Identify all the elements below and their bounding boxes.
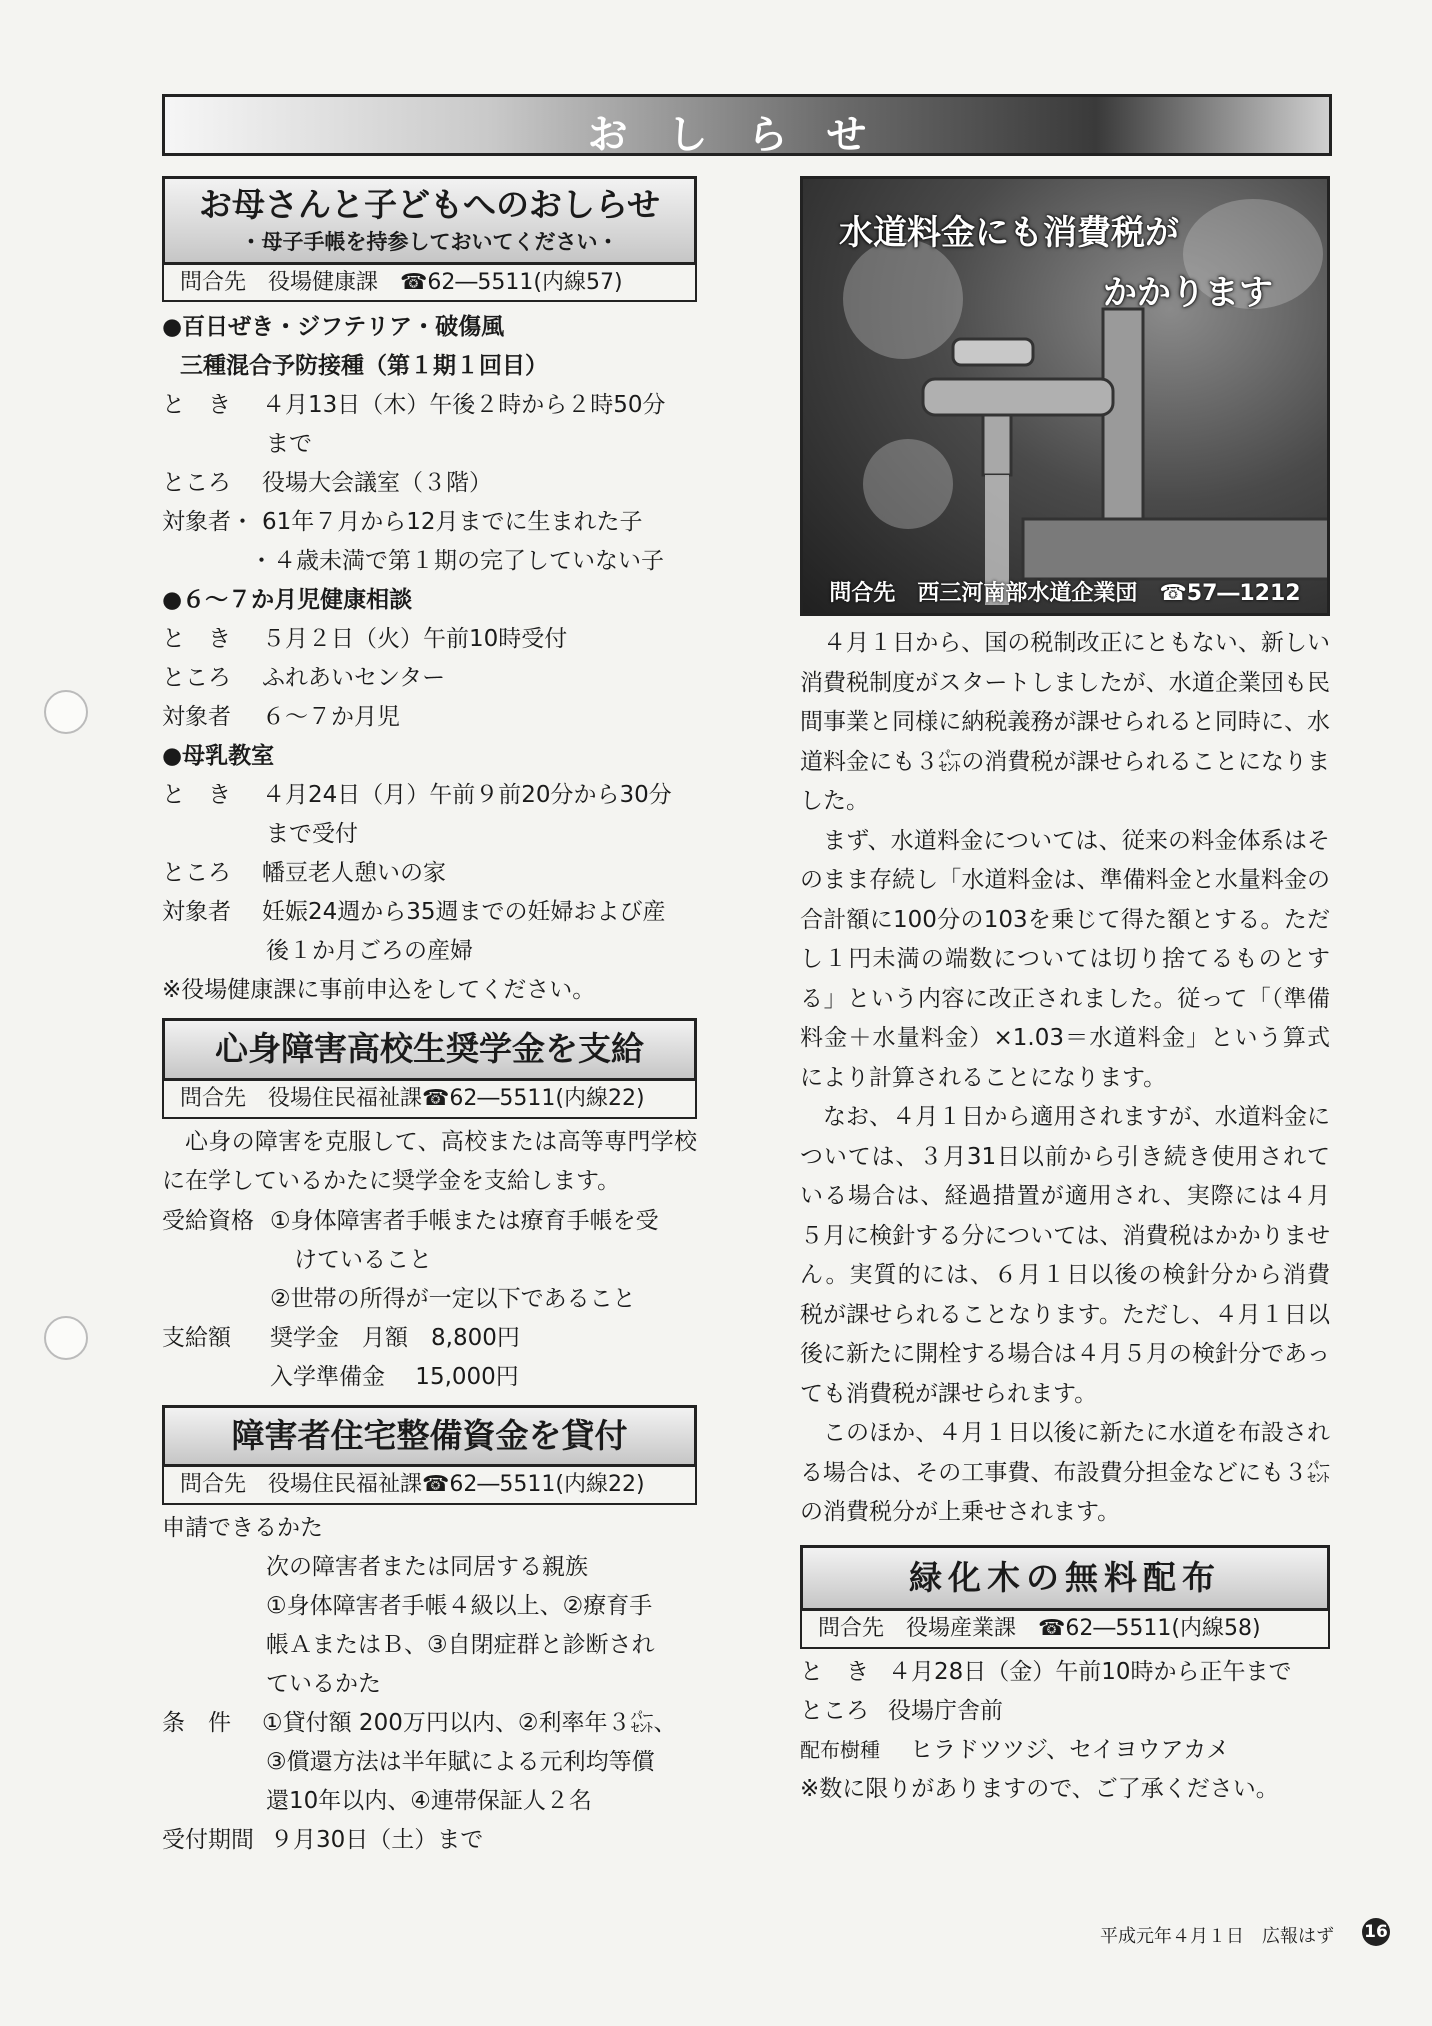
banner-title: おしらせ (587, 112, 907, 158)
photo-contact: 問合先 西三河南部水道企業団 ☎57―1212 (829, 581, 1301, 606)
value-shikaku-2: ②世帯の所得が一定以下であること (270, 1285, 636, 1312)
s5-title: 緑化木の無料配布 (909, 1557, 1221, 1597)
value-trees: ヒラドツツジ、セイヨウアカメ (910, 1736, 1230, 1763)
page-number: 16 (1362, 1918, 1390, 1946)
label-trees: 配布樹種 (800, 1737, 880, 1762)
s4-para-3: なお、４月１日から適用されますが、水道料金については、３月31日以前から引き続き使用されている場合は、経過措置が適用され、実際には４月５月に検針する分については、消費税はかかりません。実質的には、６月１日以後の検針分から消費税が課せられることなります。ただし、４月１日以後に新たに開栓する場合は４月５月の検針分であっても消費税が課せられます。 (800, 1104, 1330, 1407)
punch-hole-top (44, 690, 88, 734)
s3-contact: 問合先 役場住民福祉課☎62―5511(内線22) (162, 1467, 697, 1505)
label-taisho-2: 対象者 (162, 704, 231, 731)
s1-taisho-1 (162, 503, 697, 542)
value-cond-3: 還10年以内、④連帯保証人２名 (266, 1788, 592, 1815)
s5-header (800, 1545, 1330, 1612)
s3-cond-1 (162, 1704, 697, 1743)
value-toki-1b: まで (266, 431, 312, 458)
s5-contact: 問合先 役場産業課 ☎62―5511(内線58) (800, 1611, 1330, 1649)
s1-toki-1 (162, 386, 697, 425)
photo-title-2: かかります (1103, 273, 1273, 313)
value-tokoro-3: 幡豆老人憩いの家 (262, 860, 446, 887)
s1-bullet-1b: 三種混合予防接種（第１期１回目） (180, 353, 548, 380)
s1-contact: 問合先 役場健康課 ☎62―5511(内線57) (162, 265, 697, 303)
s1-header (162, 176, 697, 265)
label-toki: と き (162, 392, 231, 419)
s5-note: ※数に限りがありますので、ご了承ください。 (800, 1775, 1279, 1802)
s3-apply-3: 帳ＡまたはＢ、③自閉症群と診断され (266, 1632, 655, 1659)
value-toki-3b: まで受付 (266, 821, 358, 848)
s1-note: ※役場健康課に事前申込をしてください。 (162, 977, 596, 1004)
s2-header (162, 1018, 697, 1081)
s2-gaku-1 (162, 1319, 697, 1358)
value-shikaku-1: ①身体障害者手帳または療育手帳を受 (270, 1207, 659, 1234)
value-taisho-3a: 妊娠24週から35週までの妊婦および産 (262, 899, 666, 926)
s1-toki-2 (162, 620, 697, 659)
s1-bullet-3: ●母乳教室 (162, 743, 275, 770)
s2-intro: 心身の障害を克服して、高校または高等専門学校に在学しているかたに奨学金を支給します。 (162, 1128, 697, 1195)
s3-period (162, 1821, 697, 1860)
label-shikaku: 受給資格 (162, 1207, 254, 1234)
s3-title: 障害者住宅整備資金を貸付 (231, 1415, 628, 1455)
value-gaku-1: 奨学金 月額 8,800円 (270, 1324, 520, 1351)
value-toki-1: ４月13日（木）午後２時から２時50分 (262, 392, 666, 419)
value-gaku-2: 入学準備金 15,000円 (270, 1363, 519, 1390)
s3-apply-label: 申請できるかた (162, 1515, 323, 1542)
value-cond-1: ①貸付額 200万円以内、②利率年３㌫、 (262, 1710, 677, 1737)
value-taisho-2: ６～７か月児 (262, 704, 400, 731)
s4-para-2: まず、水道料金については、従来の料金体系はそのまま存続し「水道料金は、準備料金と水量料金の合計額に100分の103を乗じて得た額とする。ただし１円未満の端数については切り捨てるものとする」という内容に改正されました。従って「（準備料金＋水量料金）×1.03＝水道料金」という算式により計算されることになります。 (800, 827, 1330, 1091)
s4-para-4: このほか、４月１日以後に新たに水道を布設される場合は、その工事費、布設費分担金などにも３㌫の消費税分が上乗せされます。 (800, 1420, 1330, 1525)
s2-shikaku-1 (162, 1202, 697, 1241)
footer-text: 平成元年４月１日 広報はず (1100, 1926, 1334, 1947)
s1-taisho-2 (162, 698, 697, 737)
label-tokoro: ところ (162, 665, 231, 692)
value-cond-2: ③償還方法は半年賦による元利均等償 (266, 1749, 655, 1776)
s1-tokoro-3 (162, 854, 697, 893)
s3-apply-2: ①身体障害者手帳４級以上、②療育手 (266, 1593, 653, 1620)
s1-title: お母さんと子どもへのおしらせ (198, 185, 660, 224)
s1-bullet-1a: ●百日ぜき・ジフテリア・破傷風 (162, 314, 505, 341)
photo-title-1: 水道料金にも消費税が (839, 213, 1179, 253)
s3-header (162, 1405, 697, 1468)
punch-hole-bottom (44, 1316, 88, 1360)
label-toki: と き (162, 782, 231, 809)
label-tokoro: ところ (162, 470, 231, 497)
s1-tokoro-1 (162, 464, 697, 503)
value-tokoro-1: 役場大会議室（３階） (262, 470, 492, 497)
label-toki: と き (800, 1658, 869, 1685)
s1-toki-3 (162, 776, 697, 815)
value-toki-3: ４月24日（月）午前９前20分から30分 (262, 782, 672, 809)
s1-taisho-3 (162, 893, 697, 932)
label-cond: 条 件 (162, 1710, 231, 1737)
label-tokoro: ところ (800, 1697, 869, 1724)
value-shikaku-1b: けていること (294, 1246, 432, 1273)
label-toki: と き (162, 626, 231, 653)
value-tokoro: 役場庁舎前 (888, 1697, 1003, 1724)
s1-tokoro-2 (162, 659, 697, 698)
s5-toki (800, 1653, 1330, 1692)
s2-title: 心身障害高校生奨学金を支給 (215, 1029, 644, 1069)
left-column (162, 176, 697, 1860)
label-period: 受付期間 (162, 1827, 254, 1854)
right-column (800, 176, 1330, 1809)
label-taisho: 対象者・ (162, 509, 254, 536)
s1-bullet-2: ●６～７か月児健康相談 (162, 587, 413, 614)
faucet-photo (800, 176, 1330, 616)
label-taisho-3: 対象者 (162, 899, 231, 926)
section-banner (162, 94, 1332, 156)
s3-apply-4: ているかた (266, 1671, 381, 1698)
s5-trees (800, 1731, 1330, 1770)
s2-contact: 問合先 役場住民福祉課☎62―5511(内線22) (162, 1081, 697, 1119)
value-tokoro-2: ふれあいセンター (262, 665, 446, 692)
label-gaku: 支給額 (162, 1324, 231, 1351)
s4-para-1: ４月１日から、国の税制改正にともない、新しい消費税制度がスタートしましたが、水道企業団も民間事業と同様に納税義務が課せられると同時に、水道料金にも３㌫の消費税が課せられることになりました。 (800, 630, 1330, 814)
value-toki: ４月28日（金）午前10時から正午まで (888, 1658, 1292, 1685)
s1-subtitle: ・母子手帳を持参しておいてください・ (240, 229, 619, 254)
s5-tokoro (800, 1692, 1330, 1731)
value-toki-2: ５月２日（火）午前10時受付 (262, 626, 568, 653)
value-taisho-1a: 61年７月から12月までに生まれた子 (262, 509, 643, 536)
value-taisho-1b: ・４歳未満で第１期の完了していない子 (250, 548, 664, 575)
s3-apply-1: 次の障害者または同居する親族 (266, 1554, 588, 1581)
value-taisho-3b: 後１か月ごろの産婦 (266, 938, 473, 965)
label-tokoro: ところ (162, 860, 231, 887)
value-period: ９月30日（土）まで (270, 1827, 484, 1854)
